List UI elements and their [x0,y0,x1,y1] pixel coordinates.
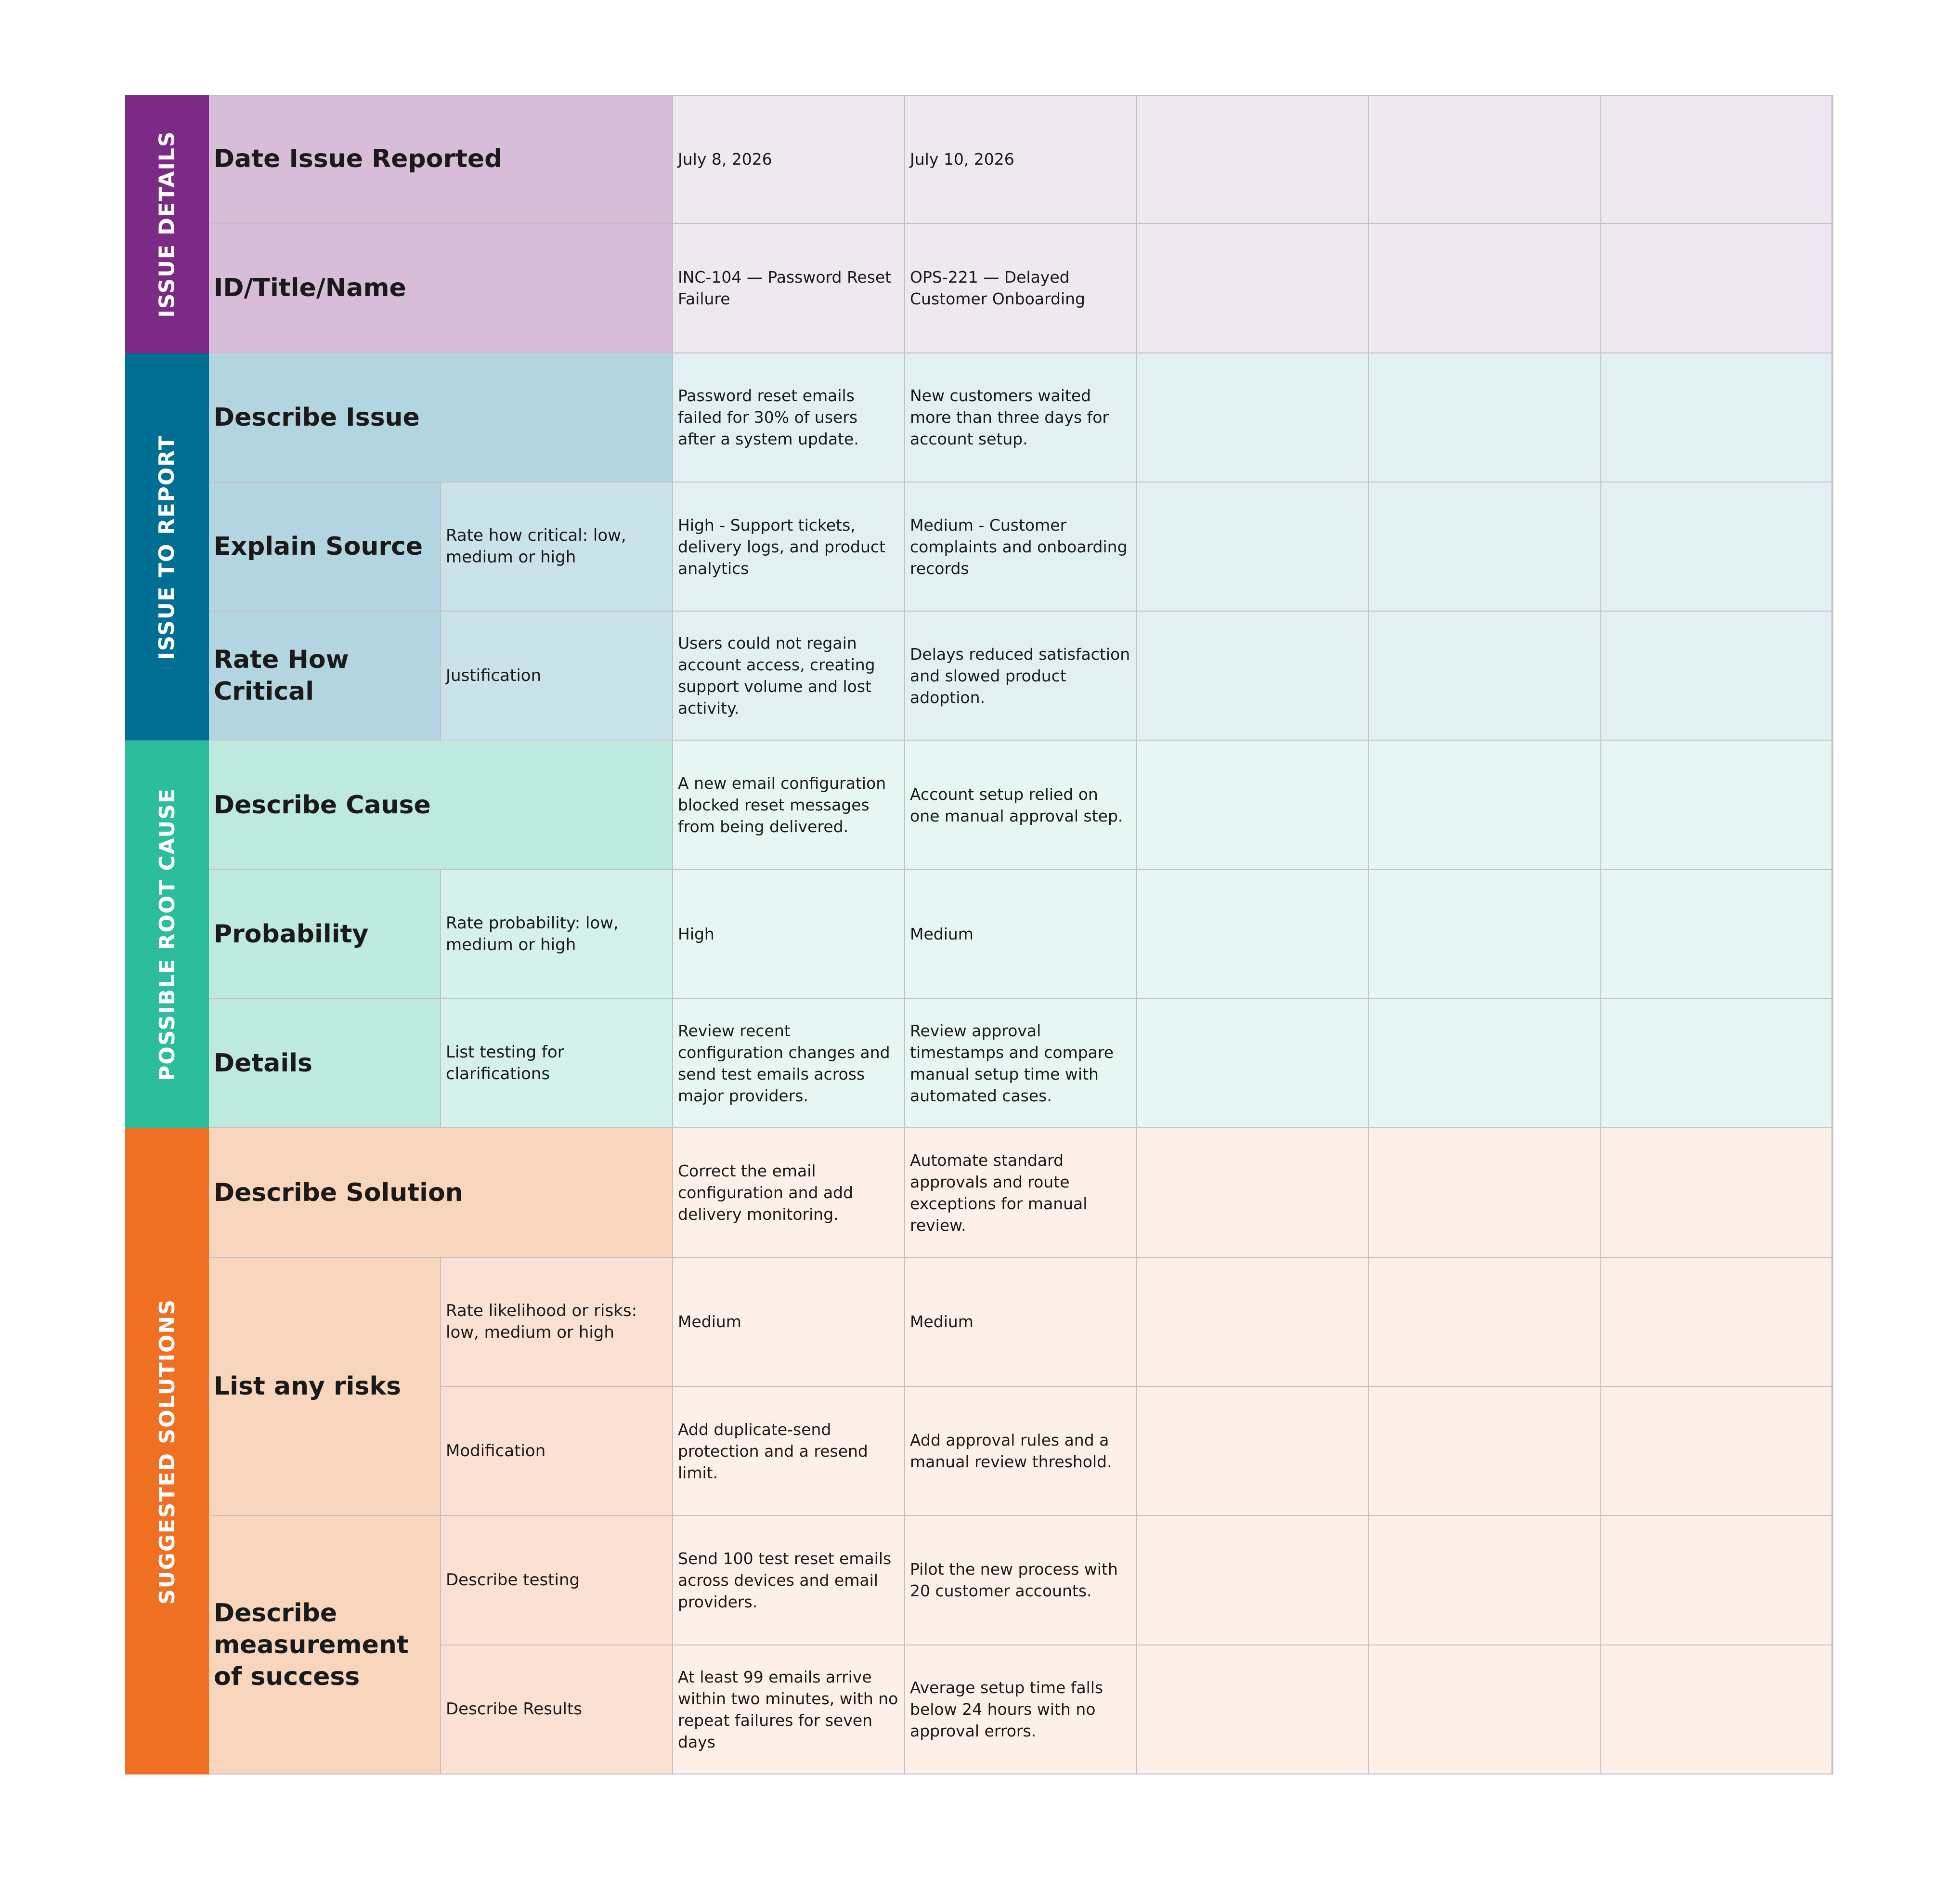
value-cell[interactable] [673,612,905,741]
section-title: ISSUE TO REPORT [155,434,180,660]
value-text: New customers waited more than three days for account setup. [910,386,1109,449]
value-cell[interactable] [905,224,1137,353]
value-text: Pilot the new process with 20 customer accounts. [910,1560,1118,1601]
row-label-text: List any risks [214,1371,401,1401]
value-cell[interactable] [673,1128,905,1257]
value-cell[interactable] [905,612,1137,741]
value-text: Automate standard approvals and route exceptions for manual review. [910,1150,1088,1235]
row-label [209,999,441,1128]
row-sublabel [441,870,673,999]
row-sublabel [441,1645,673,1775]
value-cell[interactable] [905,741,1137,870]
value-cell[interactable] [1369,741,1601,870]
row-label-text: Describe Issue [214,403,420,432]
value-text: Add approval rules and a manual review threshold. [910,1431,1112,1472]
row-label [209,353,673,483]
value-cell[interactable] [1369,612,1601,741]
value-cell[interactable] [1601,224,1833,353]
row-label [209,1516,441,1775]
value-cell[interactable] [1137,483,1369,612]
section-band [125,1128,209,1775]
row-label-text: Rate How Critical [214,645,349,706]
value-cell[interactable] [1369,1387,1601,1516]
value-cell[interactable] [673,1645,905,1775]
value-cell[interactable] [1137,870,1369,999]
value-text: Correct the email configuration and add delivery monitoring. [678,1161,854,1224]
row-sublabel [441,612,673,741]
value-text: OPS-221 — Delayed Customer Onboarding [910,268,1085,309]
row-label-text: Date Issue Reported [214,144,503,174]
value-cell[interactable] [1369,1645,1601,1775]
value-cell[interactable] [673,353,905,483]
value-cell[interactable] [905,1258,1137,1387]
row-sublabel-text: Justification [446,665,542,685]
section-band [125,353,209,741]
value-cell[interactable] [1137,1128,1369,1257]
value-text: Medium - Customer complaints and onboarding records [910,515,1128,578]
value-text: High - Support tickets, delivery logs, and product analytics [678,515,885,578]
value-cell[interactable] [1601,1387,1833,1516]
row-sublabel-text: Describe testing [446,1570,580,1590]
value-text: Password reset emails failed for 30% of users after a system update. [678,386,859,449]
row-label-text: Describe Cause [214,790,431,820]
value-cell[interactable] [1369,1516,1601,1645]
root-cause-analysis-table [125,95,1832,1775]
section-title: SUGGESTED SOLUTIONS [155,1298,180,1605]
value-cell[interactable] [1369,999,1601,1128]
row-label [209,870,441,999]
value-text: July 10, 2026 [910,149,1014,169]
value-cell[interactable] [905,999,1137,1128]
value-cell[interactable] [905,1645,1137,1775]
value-cell[interactable] [1369,353,1601,483]
value-cell[interactable] [905,483,1137,612]
value-cell[interactable] [673,870,905,999]
row-sublabel-text: Rate likelihood or risks: low, medium or high [446,1301,637,1342]
value-cell[interactable] [905,1387,1137,1516]
row-sublabel-text: Rate probability: low, medium or high [446,913,619,954]
row-label [209,483,441,612]
value-cell[interactable] [1601,483,1833,612]
value-cell[interactable] [1369,870,1601,999]
value-text: July 8, 2026 [678,149,772,169]
value-text: Review recent configuration changes and send test emails across major providers. [678,1021,890,1106]
value-text: Review approval timestamps and compare manual setup time with automated cases. [910,1021,1114,1106]
value-text: INC-104 — Password Reset Failure [678,268,892,309]
section-band [125,741,209,1129]
value-text: Send 100 test reset emails across devices and email providers. [678,1549,892,1611]
value-cell[interactable] [1137,1387,1369,1516]
value-cell[interactable] [1137,612,1369,741]
value-text: Medium [910,925,974,944]
row-label [209,612,441,741]
value-cell[interactable] [673,483,905,612]
value-cell[interactable] [905,353,1137,483]
value-cell[interactable] [1601,1258,1833,1387]
row-sublabel-text: Rate how critical: low, medium or high [446,526,626,567]
section-title: ISSUE DETAILS [155,130,180,318]
value-cell[interactable] [673,1258,905,1387]
value-cell[interactable] [1369,1258,1601,1387]
value-cell[interactable] [905,1128,1137,1257]
value-cell[interactable] [1369,224,1601,353]
value-cell[interactable] [1369,483,1601,612]
row-label [209,1128,673,1257]
value-cell[interactable] [1137,1645,1369,1775]
row-sublabel [441,483,673,612]
value-text: At least 99 emails arrive within two minutes, with no repeat failures for seven days [678,1667,898,1751]
row-sublabel [441,1387,673,1516]
value-cell[interactable] [1137,353,1369,483]
section-band [125,95,209,353]
value-cell[interactable] [905,870,1137,999]
value-cell[interactable] [673,224,905,353]
row-label-text: ID/Title/Name [214,274,406,303]
value-cell[interactable] [1137,224,1369,353]
value-cell[interactable] [1601,353,1833,483]
value-cell[interactable] [905,1516,1137,1645]
value-cell[interactable] [1601,999,1833,1128]
value-cell[interactable] [1137,741,1369,870]
row-label-text: Describe measurement of success [214,1598,409,1691]
value-cell[interactable] [1601,870,1833,999]
value-cell[interactable] [1369,95,1601,224]
value-text: Average setup time falls below 24 hours with no approval errors. [910,1678,1103,1741]
row-label [209,1258,441,1516]
value-cell[interactable] [1601,1516,1833,1645]
value-cell[interactable] [673,999,905,1128]
value-text: Medium [910,1312,974,1331]
value-text: Medium [678,1312,741,1331]
value-cell[interactable] [673,1387,905,1516]
value-text: Account setup relied on one manual approval step. [910,784,1123,825]
row-label [209,95,673,224]
value-text: Delays reduced satisfaction and slowed product adoption. [910,644,1130,707]
value-cell[interactable] [673,95,905,224]
row-sublabel-text: Modification [446,1441,546,1461]
value-cell[interactable] [1601,1128,1833,1257]
value-text: A new email configuration blocked reset messages from being delivered. [678,774,886,836]
value-cell[interactable] [1601,612,1833,741]
row-sublabel [441,1516,673,1645]
value-cell[interactable] [1601,95,1833,224]
row-label-text: Probability [214,919,369,949]
value-text: Add duplicate-send protection and a resend limit. [678,1420,868,1482]
value-cell[interactable] [673,1516,905,1645]
value-cell[interactable] [1601,1645,1833,1775]
row-sublabel-text: Describe Results [446,1699,583,1719]
value-cell[interactable] [1137,1516,1369,1645]
row-label [209,741,673,870]
row-sublabel [441,1258,673,1387]
value-cell[interactable] [673,741,905,870]
value-cell[interactable] [905,95,1137,224]
value-cell[interactable] [1601,741,1833,870]
value-text: Users could not regain account access, creating support volume and lost activity. [678,634,875,718]
row-label-text: Explain Source [214,532,423,561]
section-title: POSSIBLE ROOT CAUSE [155,788,180,1082]
value-cell[interactable] [1137,1258,1369,1387]
row-label-text: Details [214,1049,312,1078]
value-cell[interactable] [1137,999,1369,1128]
row-label-text: Describe Solution [214,1178,463,1207]
row-sublabel [441,999,673,1128]
value-cell[interactable] [1369,1128,1601,1257]
value-cell[interactable] [1137,95,1369,224]
row-sublabel-text: List testing for clarifications [446,1043,564,1084]
row-label [209,224,673,353]
value-text: High [678,925,714,944]
